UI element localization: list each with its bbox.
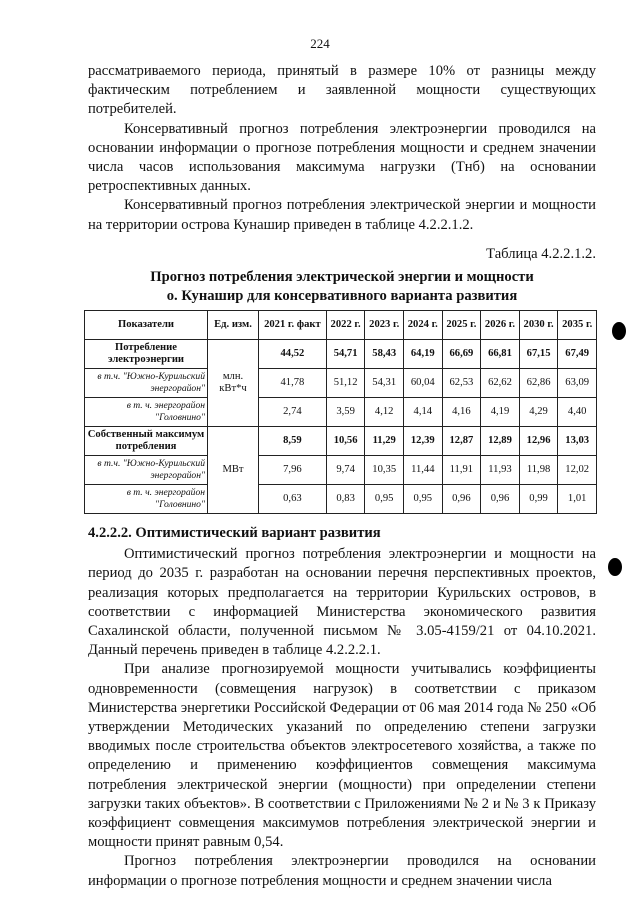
column-header: 2035 г. — [558, 311, 597, 340]
table-cell: 2,74 — [259, 398, 327, 427]
table-cell: 4,29 — [519, 398, 558, 427]
table-cell: 4,40 — [558, 398, 597, 427]
table-cell: 67,15 — [519, 340, 558, 369]
table-title-line: о. Кунашир для консервативного варианта развития — [166, 288, 518, 305]
forecast-table — [84, 310, 597, 514]
paragraph: Оптимистический прогноз потребления электроэнергии и мощности на период до 2035 г. разработан на основании перечня перспективных проектов, реализация которых предполагается на территории Курильских островов, в соответствии с информацией Министерства экономического развития Сахалинской области, полученной письмом № 3.05-4159/21 от 04.10.2021. Данный перечень приведен в таблице 4.2.2.2.1. — [88, 546, 596, 659]
table-cell: 62,86 — [519, 369, 558, 398]
table-cell: 12,96 — [519, 427, 558, 456]
table-cell: 12,89 — [481, 427, 520, 456]
table-cell: 10,56 — [326, 427, 365, 456]
table-header-row — [85, 311, 597, 340]
table-cell: 11,91 — [442, 456, 481, 485]
table-cell: 54,71 — [326, 340, 365, 369]
table-cell: 66,69 — [442, 340, 481, 369]
table-cell: 0,96 — [481, 485, 520, 514]
paragraph: рассматриваемого периода, принятый в размере 10% от разницы между фактическим потреблением и заявленной мощности существующих потребителей. — [88, 63, 596, 118]
table-row — [85, 398, 597, 427]
column-header: 2021 г. факт — [259, 311, 327, 340]
table-row — [85, 427, 597, 456]
table-cell: 63,09 — [558, 369, 597, 398]
table-cell: 66,81 — [481, 340, 520, 369]
punch-hole-mark — [612, 322, 626, 340]
column-header: 2030 г. — [519, 311, 558, 340]
table-cell: 11,29 — [365, 427, 404, 456]
column-header: Показатели — [85, 311, 208, 340]
row-label: в т.ч. "Южно-Курильский энергорайон" — [85, 369, 208, 398]
paragraph: Консервативный прогноз потребления электроэнергии проводился на основании информации о прогнозе потребления мощности и среднем значении числа часов использования максимума нагрузки (Тнб) на основании ретроспективных данных. — [88, 120, 596, 195]
table-cell: 0,83 — [326, 485, 365, 514]
table-cell: 41,78 — [259, 369, 327, 398]
table-row — [85, 456, 597, 485]
page-number: 224 — [310, 36, 330, 51]
table-cell: 4,19 — [481, 398, 520, 427]
table-cell: 64,19 — [404, 340, 443, 369]
table-cell: 0,95 — [365, 485, 404, 514]
table-cell: 13,03 — [558, 427, 597, 456]
table-caption: Таблица 4.2.2.1.2. — [486, 245, 596, 262]
table-cell: 0,63 — [259, 485, 327, 514]
punch-hole-mark — [608, 558, 622, 576]
paragraph: Прогноз потребления электроэнергии проводился на основании информации о прогнозе потребления мощности и среднем значении числа — [88, 853, 596, 889]
table-cell: 12,87 — [442, 427, 481, 456]
paragraph: Консервативный прогноз потребления электрической энергии и мощности на территории острова Кунашир приведен в таблице 4.2.2.1.2. — [88, 197, 596, 233]
table-cell: 58,43 — [365, 340, 404, 369]
table-cell: 4,16 — [442, 398, 481, 427]
table-cell: 12,39 — [404, 427, 443, 456]
table-title — [88, 268, 596, 306]
table-cell: 11,44 — [404, 456, 443, 485]
column-header: 2023 г. — [365, 311, 404, 340]
column-header: 2025 г. — [442, 311, 481, 340]
row-label: Потребление электроэнергии — [85, 340, 208, 369]
table-cell: 9,74 — [326, 456, 365, 485]
paragraph: При анализе прогнозируемой мощности учитывались коэффициенты одновременности (совмещения нагрузок) в соответствии с приказом Министерства энергетики Российской Федерации от 06 мая 2014 года № 250 «Об утверждении Методических указаний по определению степени загрузки вводимых после строительства объектов электросетевого хозяйства, а также по определению и применению коэффициентов совмещения максимума потребления электрической энергии (мощности) при определении степени загрузки таких объектов». В соответствии с Приложениями № 2 и № 3 к Приказу коэффициент совмещения максимумов потребления электрической энергии и мощности принят равным 0,54. — [88, 661, 596, 851]
table-cell: 44,52 — [259, 340, 327, 369]
table-cell: 11,93 — [481, 456, 520, 485]
column-header: 2024 г. — [404, 311, 443, 340]
table-row — [85, 485, 597, 514]
table-cell: 11,98 — [519, 456, 558, 485]
unit-cell: млн. кВт*ч — [208, 340, 259, 427]
row-label: в т. ч. энергорайон "Головнино" — [85, 485, 208, 514]
table-cell: 0,96 — [442, 485, 481, 514]
column-header: Ед. изм. — [208, 311, 259, 340]
table-cell: 51,12 — [326, 369, 365, 398]
column-header: 2026 г. — [481, 311, 520, 340]
table-cell: 4,14 — [404, 398, 443, 427]
table-cell: 0,99 — [519, 485, 558, 514]
row-label: Собственный максимум потребления — [85, 427, 208, 456]
row-label: в т.ч. "Южно-Курильский энергорайон" — [85, 456, 208, 485]
row-label: в т. ч. энергорайон "Головнино" — [85, 398, 208, 427]
document-body — [88, 62, 596, 891]
section-heading: 4.2.2.2. Оптимистический вариант развития — [88, 525, 381, 542]
table-cell: 67,49 — [558, 340, 597, 369]
table-cell: 62,53 — [442, 369, 481, 398]
table-cell: 7,96 — [259, 456, 327, 485]
table-cell: 10,35 — [365, 456, 404, 485]
table-cell: 1,01 — [558, 485, 597, 514]
table-cell: 8,59 — [259, 427, 327, 456]
table-cell: 3,59 — [326, 398, 365, 427]
table-title-line: Прогноз потребления электрической энергии и мощности — [150, 269, 534, 286]
table-cell: 4,12 — [365, 398, 404, 427]
table-row — [85, 369, 597, 398]
table-row — [85, 340, 597, 369]
table-cell: 0,95 — [404, 485, 443, 514]
table-cell: 54,31 — [365, 369, 404, 398]
table-cell: 60,04 — [404, 369, 443, 398]
table-cell: 12,02 — [558, 456, 597, 485]
column-header: 2022 г. — [326, 311, 365, 340]
table-cell: 62,62 — [481, 369, 520, 398]
unit-cell: МВт — [208, 427, 259, 514]
